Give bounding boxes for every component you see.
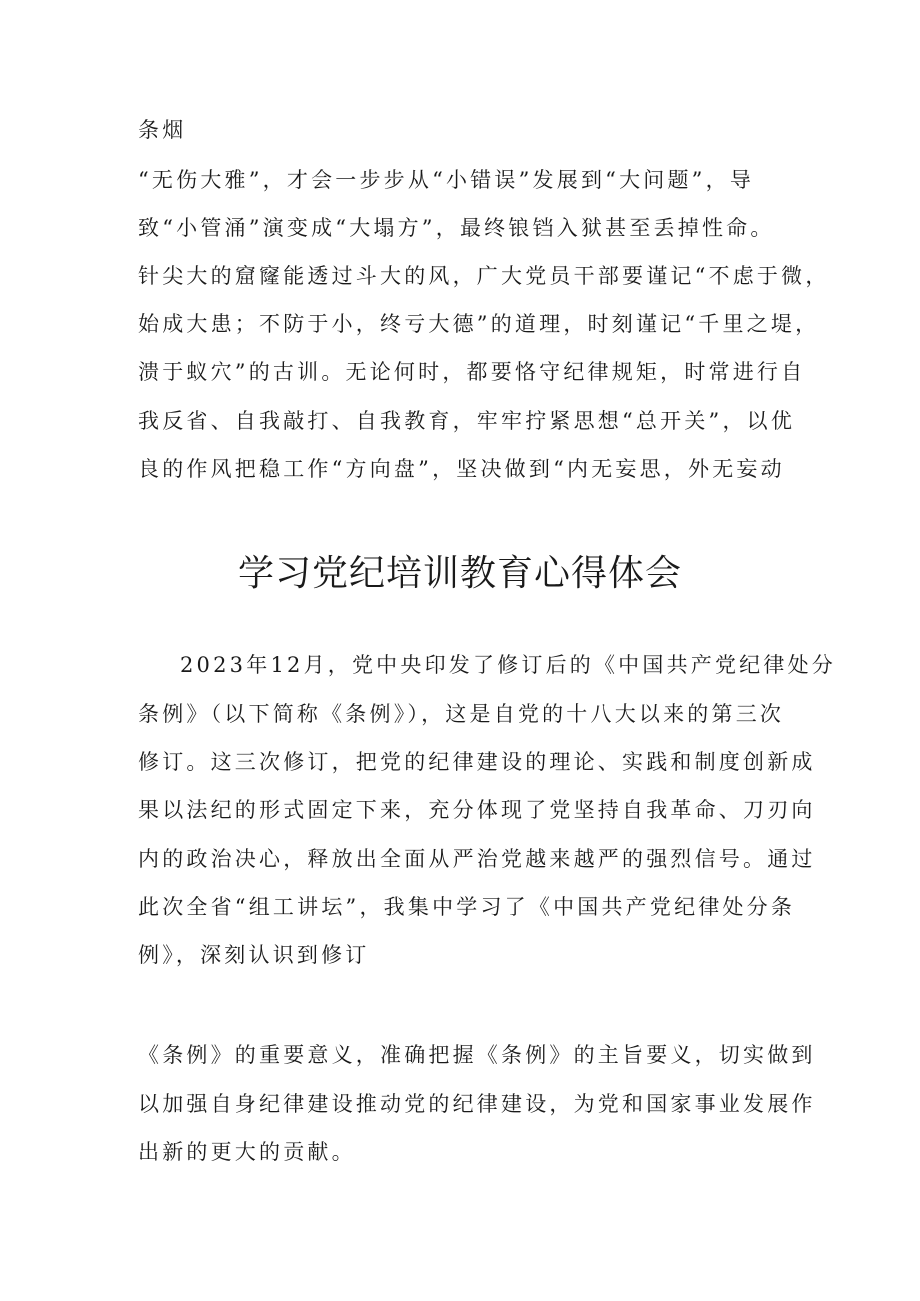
prev-section-line: 良的作风把稳工作“方向盘”，坚决做到“内无妄思，外无妄动 bbox=[138, 457, 785, 481]
body-paragraph-line: 例》，深刻认识到修订 bbox=[138, 943, 370, 967]
body-paragraph-line: 修订。这三次修订，把党的纪律建设的理论、实践和制度创新成 bbox=[138, 750, 816, 774]
prev-section-line: 致“小管涌”演变成“大塌方”，最终锒铛入狱甚至丢掉性命。 bbox=[138, 216, 775, 240]
body-paragraph-line: 果以法纪的形式固定下来，充分体现了党坚持自我革命、刀刃向 bbox=[138, 798, 816, 822]
prev-section-line: 条烟 bbox=[138, 118, 187, 142]
prev-section-line: 针尖大的窟窿能透过斗大的风，广大党员干部要谨记“不虑于微， bbox=[138, 264, 830, 288]
body-paragraph-line: 《条例》的重要意义，准确把握《条例》的主旨要义，切实做到 bbox=[138, 1043, 816, 1067]
body-paragraph-line: 以加强自身纪律建设推动党的纪律建设，为党和国家事业发展作 bbox=[138, 1092, 816, 1116]
body-paragraph-line: 条例》（以下简称《条例》），这是自党的十八大以来的第三次 bbox=[138, 702, 785, 726]
prev-section-line: 始成大患；不防于小，终亏大德”的道理，时刻谨记“千里之堤， bbox=[138, 312, 820, 336]
body-paragraph-line: 内的政治决心，释放出全面从严治党越来越严的强烈信号。通过 bbox=[138, 847, 816, 871]
prev-section-line: 我反省、自我敲打、自我教育，牢牢拧紧思想“总开关”，以优 bbox=[138, 409, 796, 433]
prev-section-line: “无伤大雅”，才会一步步从“小错误”发展到“大问题”，导 bbox=[138, 168, 755, 192]
prev-section-line: 溃于蚁穴”的古训。无论何时，都要恪守纪律规矩，时常进行自 bbox=[138, 360, 806, 384]
body-paragraph-line: 2023年12月，党中央印发了修订后的《中国共产党纪律处分 bbox=[180, 653, 836, 677]
document-title: 学习党纪培训教育心得体会 bbox=[237, 553, 682, 594]
body-paragraph-line: 此次全省“组工讲坛”，我集中学习了《中国共产党纪律处分条 bbox=[138, 895, 796, 919]
body-paragraph-line: 出新的更大的贡献。 bbox=[138, 1140, 356, 1164]
